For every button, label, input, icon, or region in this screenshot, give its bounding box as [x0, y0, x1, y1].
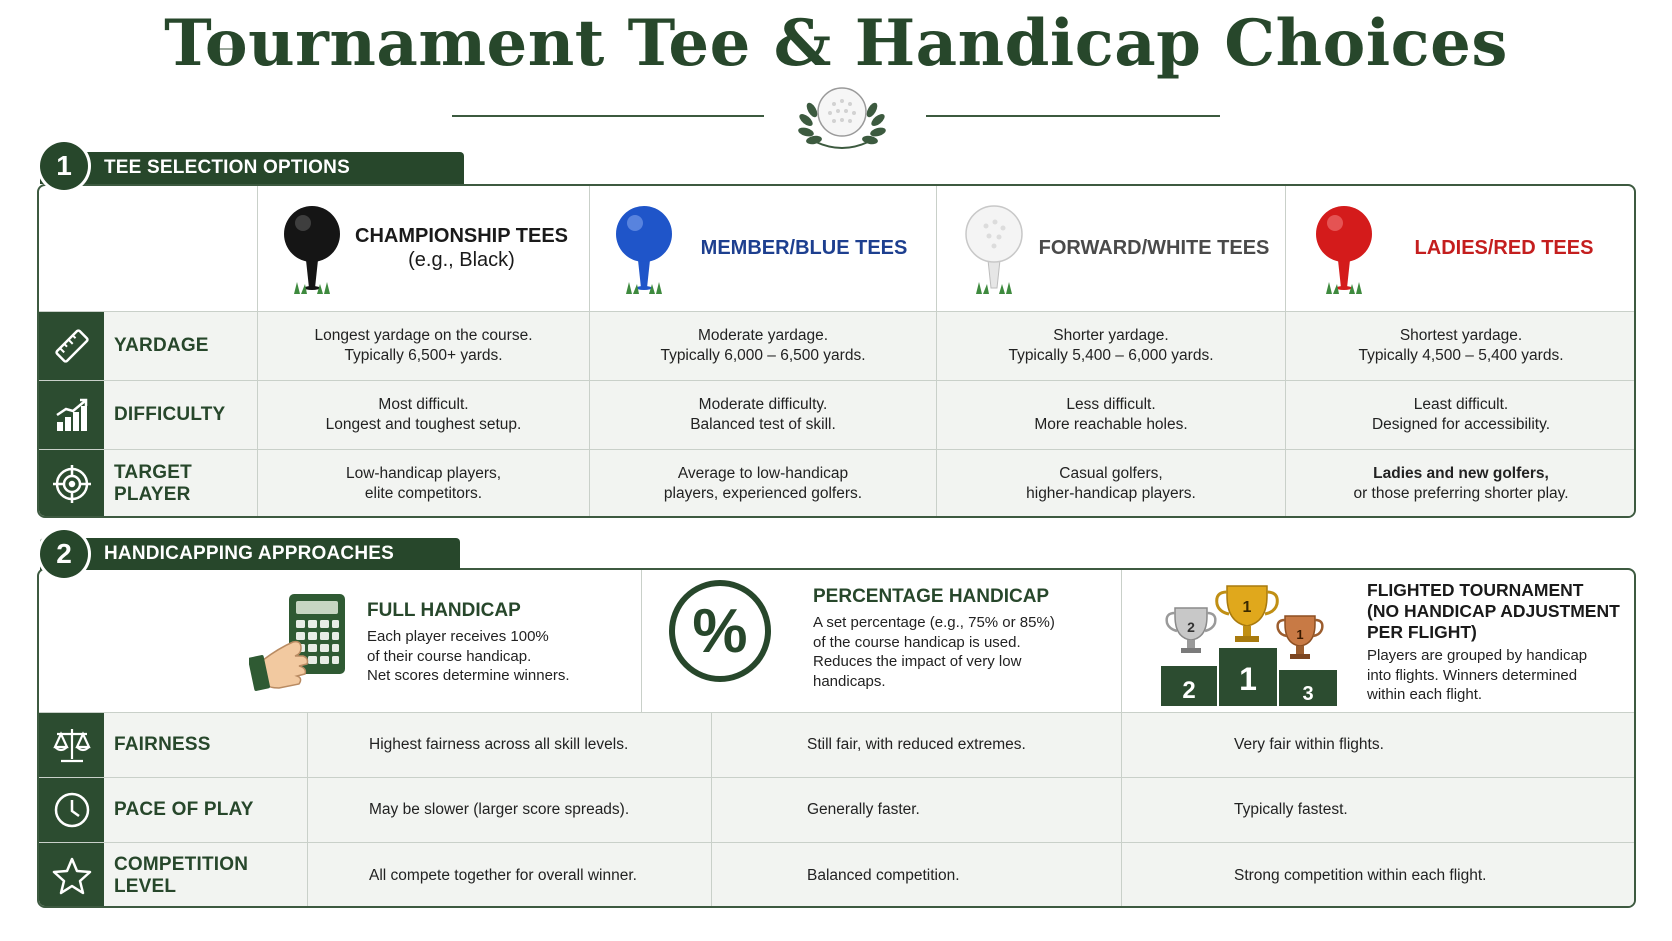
- table-cell: Balanced competition.: [807, 866, 960, 884]
- cell-line: Shorter yardage.: [1053, 327, 1169, 344]
- desc-line: into flights. Winners determined: [1367, 666, 1578, 684]
- section-1-title: TEE SELECTION OPTIONS: [40, 152, 464, 184]
- flighted-tournament-desc: [1367, 646, 1629, 705]
- blue-tee-ball-icon: [611, 204, 677, 300]
- forward-white-tees-header: FORWARD/WHITE TEES: [1038, 237, 1270, 259]
- table-cell: Highest fairness across all skill levels.: [369, 736, 629, 753]
- table-cell: [258, 381, 589, 449]
- championship-tees-sub: (e.g., Black): [408, 249, 515, 271]
- cell-line: Least difficult.: [1413, 396, 1509, 413]
- row-label-fairness: FAIRNESS: [114, 734, 211, 755]
- target-icon: [39, 450, 104, 518]
- cell-line: Balanced test of skill.: [690, 416, 836, 433]
- white-tee-ball-icon: [961, 204, 1027, 300]
- full-handicap-block: [367, 600, 627, 686]
- desc-line: A set percentage (e.g., 75% or 85%): [813, 614, 1055, 631]
- desc-line: handicaps.: [813, 672, 886, 690]
- table-cell: [1286, 312, 1636, 380]
- svg-text:1: 1: [1296, 627, 1304, 642]
- red-tee-ball-icon: [1311, 204, 1377, 300]
- cell-line: or those preferring shorter play.: [1353, 485, 1569, 502]
- title-line: FLIGHTED TOURNAMENT: [1367, 580, 1584, 600]
- cell-line: Designed for accessibility.: [1371, 416, 1551, 433]
- desc-line: within each flight.: [1367, 686, 1483, 703]
- cell-line: Ladies and new golfers,: [1373, 465, 1549, 482]
- desc-line: Net scores determine winners.: [367, 667, 570, 684]
- row-label-target-player: TARGET PLAYER: [114, 462, 192, 505]
- svg-text:2: 2: [1187, 619, 1195, 635]
- table-cell: [1286, 450, 1636, 518]
- handicap-approaches-table: [37, 568, 1636, 908]
- row-label-difficulty: DIFFICULTY: [114, 404, 226, 425]
- trophy-podium-icon: [1153, 578, 1343, 706]
- bar-chart-icon: [39, 381, 104, 449]
- svg-text:1: 1: [1242, 599, 1252, 616]
- ruler-icon: [39, 312, 104, 380]
- cell-line: Casual golfers,: [1059, 465, 1163, 482]
- desc-line: Each player receives 100%: [367, 628, 549, 645]
- cell-line: players, experienced golfers.: [663, 485, 863, 502]
- percentage-handicap-block: [813, 586, 1113, 691]
- desc-line: of their course handicap.: [367, 647, 532, 665]
- cell-line: elite competitors.: [364, 485, 483, 502]
- cell-line: More reachable holes.: [1034, 416, 1188, 433]
- ladies-red-tees-header: LADIES/RED TEES: [1414, 237, 1594, 259]
- scales-icon: [39, 713, 104, 777]
- cell-line: Longest and toughest setup.: [325, 416, 522, 433]
- title-line: PER FLIGHT): [1367, 622, 1477, 642]
- table-cell: [937, 312, 1285, 380]
- row-label-pace-of-play: PACE OF PLAY: [114, 799, 254, 820]
- table-cell: Generally faster.: [807, 801, 920, 818]
- table-cell: [258, 450, 589, 518]
- championship-tees-header: [344, 210, 579, 286]
- page-title: Tournament Tee & Handicap Choices: [164, 6, 1508, 81]
- cell-line: Moderate yardage.: [697, 327, 829, 344]
- championship-tees-name: CHAMPIONSHIP TEES: [355, 225, 568, 247]
- podium-third: 3: [1302, 683, 1314, 705]
- table-cell: [258, 312, 589, 380]
- table-cell: Still fair, with reduced extremes.: [807, 736, 1026, 753]
- percentage-handicap-title: PERCENTAGE HANDICAP: [813, 586, 1050, 607]
- black-tee-ball-icon: [279, 204, 345, 300]
- cell-line: higher-handicap players.: [1026, 485, 1196, 502]
- full-handicap-desc: [367, 627, 627, 686]
- table-cell: [937, 450, 1285, 518]
- cell-line: Most difficult.: [378, 396, 469, 413]
- calculator-hand-icon: [249, 590, 359, 696]
- star-icon: [39, 843, 104, 908]
- table-cell: Strong competition within each flight.: [1234, 866, 1487, 884]
- table-cell: [1286, 381, 1636, 449]
- section-2-number: 2: [40, 530, 88, 578]
- cell-line: Typically 6,000 – 6,500 yards.: [660, 347, 866, 364]
- full-handicap-title: FULL HANDICAP: [367, 600, 521, 621]
- title-line: (NO HANDICAP ADJUSTMENT: [1367, 601, 1620, 621]
- desc-line: Players are grouped by handicap: [1367, 647, 1588, 664]
- desc-line: Reduces the impact of very low: [813, 653, 1022, 670]
- flighted-tournament-block: [1367, 580, 1629, 705]
- table-cell: [590, 312, 936, 380]
- flighted-tournament-title: [1367, 580, 1629, 643]
- cell-line: Typically 5,400 – 6,000 yards.: [1008, 347, 1214, 364]
- podium-second: 2: [1182, 677, 1196, 704]
- row-label-yardage: YARDAGE: [114, 335, 209, 356]
- table-cell: All compete together for overall winner.: [369, 866, 637, 884]
- ornament-line-right: [926, 115, 1220, 117]
- percent-icon: %: [669, 580, 771, 682]
- table-cell: [590, 450, 936, 518]
- cell-line: Moderate difficulty.: [698, 396, 828, 413]
- row-label-competition-level: COMPETITION LEVEL: [114, 853, 249, 897]
- table-cell: [590, 381, 936, 449]
- table-cell: May be slower (larger score spreads).: [369, 801, 630, 818]
- section-2-title: HANDICAPPING APPROACHES: [40, 538, 460, 570]
- clock-icon: [39, 778, 104, 842]
- tee-selection-table: [37, 184, 1636, 518]
- cell-line: Typically 4,500 – 5,400 yards.: [1358, 347, 1564, 364]
- section-1-number: 1: [40, 142, 88, 190]
- member-blue-tees-header: MEMBER/BLUE TEES: [700, 237, 908, 259]
- percentage-handicap-desc: [813, 613, 1113, 691]
- ornament-line-left: [452, 115, 764, 117]
- cell-line: Average to low-handicap: [677, 465, 849, 482]
- cell-line: Shortest yardage.: [1399, 327, 1523, 344]
- table-cell: Typically fastest.: [1234, 801, 1348, 818]
- cell-line: Typically 6,500+ yards.: [344, 347, 503, 364]
- cell-line: Longest yardage on the course.: [314, 327, 533, 344]
- cell-line: Low-handicap players,: [345, 465, 502, 482]
- golf-ball-laurel-icon: [782, 84, 902, 150]
- cell-line: Less difficult.: [1066, 396, 1156, 413]
- podium-first: 1: [1239, 661, 1257, 697]
- table-cell: [937, 381, 1285, 449]
- table-cell: Very fair within flights.: [1234, 736, 1384, 753]
- desc-line: of the course handicap is used.: [813, 633, 1021, 651]
